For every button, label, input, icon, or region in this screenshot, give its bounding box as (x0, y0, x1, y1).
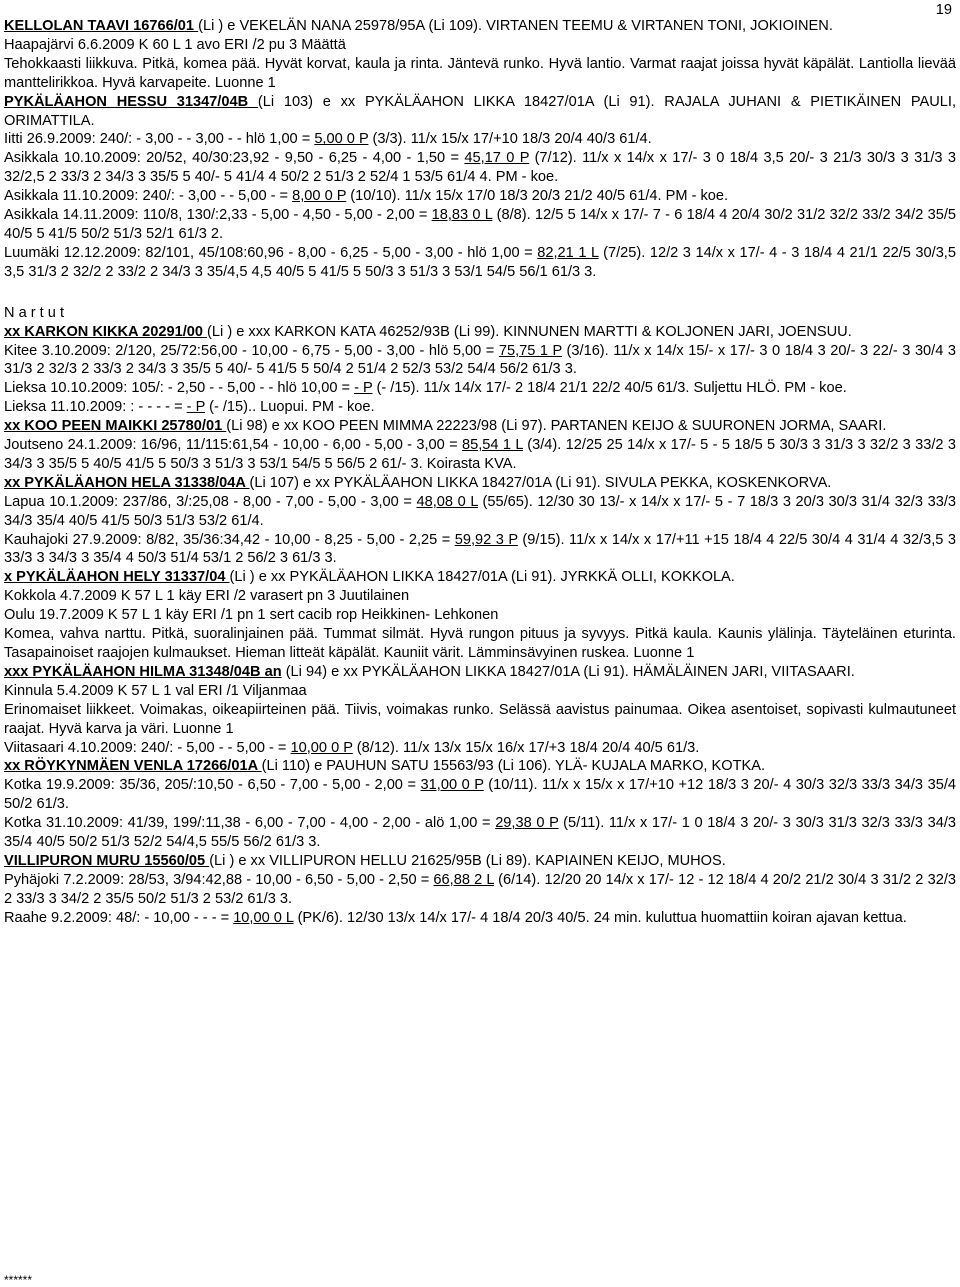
paragraph (4, 871, 956, 909)
score-result: 29,38 0 P (495, 815, 559, 832)
paragraph (4, 304, 956, 323)
text-run: (7/25). 12/2 3 14/x x 17/- 4 - 3 18/4 4 21/1 22/5 30/3,5 3,5 31/3 2 32/2 2 33/2 2 34/3 3 35/4,5 4,5 40/5 5 41/5 5 50/3 3 51/3 3 53/1 54/5 56/1 61/3 3. (4, 244, 956, 280)
dog-name-heading: xx KARKON KIKKA 20291/00 (4, 323, 208, 340)
text-run: Kitee 3.10.2009: 2/120, 25/72:56,00 - 10,00 - 6,75 - 5,00 - 3,00 - hlö 5,00 = (4, 342, 499, 359)
text-run: Komea, vahva narttu. Pitkä, suoralinjainen pää. Tummat silmät. Hyvä rungon pituus ja syvyys. Pitkä kaula. Kaunis ylälinja. Täyteläinen eturinta. Tasapainoiset raajojen kulmaukset. Hieman litteät käpälät. Kauniit värit. Lämminsävyinen ruskea. Luonne 1 (4, 626, 956, 661)
score-result: 10,00 0 L (233, 909, 294, 926)
dog-name-heading: VILLIPURON MURU 15560/05 (4, 852, 210, 869)
paragraph (4, 682, 956, 701)
text-run: Iitti 26.9.2009: 240/: - 3,00 - - 3,00 - - hlö 1,00 = (4, 131, 315, 148)
paragraph (4, 663, 956, 682)
text-run: (- /15). 11/x 14/x 17/- 2 18/4 21/1 22/2 40/5 61/3. Suljettu HLÖ. PM - koe. (372, 380, 847, 397)
paragraph (4, 587, 956, 606)
paragraph (4, 568, 956, 587)
text-run: Viitasaari 4.10.2009: 240/: - 5,00 - - 5,00 - = (4, 739, 291, 756)
text-run: (5/11). 11/x x 17/- 1 0 18/4 3 20/- 3 30/3 31/3 32/3 33/3 34/3 35/4 40/5 50/2 51/3 52/2 54/4,5 55/5 56/2 61/3 3. (4, 815, 956, 851)
text-run: Erinomaiset liikkeet. Voimakas, oikeapiirteinen pää. Tiivis, voimakas runko. Selässä aavistus painumaa. Oikea asentoiset, sopivasti kulmautuneet raajat. Hyvä karva ja väri. Luonne 1 (4, 701, 956, 737)
paragraph (4, 701, 956, 739)
text-run: Tehokkaasti liikkuva. Pitkä, komea pää. Hyvät korvat, kaula ja rinta. Jäntevä runko. Hyvä lantio. Varmat raajat joissa hyvät käpälät. Lantiolla lievää manttelirikkoa. Hyvä karvapeite. Luonne 1 (4, 55, 956, 91)
text-run: Lieksa 11.10.2009: : - - - - = (4, 399, 187, 416)
score-result: 31,00 0 P (420, 777, 484, 794)
text-run: Kauhajoki 27.9.2009: 8/82, 35/36:34,42 - 10,00 - 8,25 - 5,00 - 2,25 = (4, 531, 455, 548)
dog-name-heading: KELLOLAN TAAVI 16766/01 (4, 18, 199, 34)
text-run: (7/12). 11/x x 14/x x 17/- 3 0 18/4 3,5 20/- 3 21/3 30/3 3 31/3 3 32/2,5 2 33/3 2 34/3 3 35/5 5 40/- 5 41/4 4 50/2 2 51/3 2 52/4 1 53/5 61/4 4. PM - koe. (4, 150, 956, 186)
score-result: 48,08 0 L (416, 493, 478, 510)
text-run: Joutseno 24.1.2009: 16/96, 11/115:61,54 - 10,00 - 6,00 - 5,00 - 3,00 = (4, 437, 462, 454)
text-run: (9/15). 11/x x 14/x x 17/+11 +15 18/4 4 22/5 30/4 4 31/4 4 32/3,5 3 33/3 3 34/3 3 35/4 4 50/3 51/4 53/1 2 56/2 3 61/3 3. (4, 531, 957, 567)
paragraph (4, 93, 956, 131)
paragraph (4, 244, 956, 282)
text-run: (10/10). 11/x 15/x 17/0 18/3 20/3 21/2 40/5 61/4. PM - koe. (346, 188, 729, 205)
paragraph (4, 130, 956, 149)
text-run: Oulu 19.7.2009 K 57 L 1 käy ERI /1 pn 1 sert cacib rop Heikkinen- Lehkonen (4, 607, 499, 624)
text-run: Haapajärvi 6.6.2009 K 60 L 1 avo ERI /2 pu 3 Määttä (4, 36, 346, 53)
paragraph (4, 739, 956, 758)
score-result: 8,00 0 P (292, 188, 347, 205)
text-run: (6/14). 12/20 20 14/x x 17/- 12 - 12 18/4 4 20/2 21/2 30/4 3 31/2 2 32/3 2 33/3 3 34/2 2 35/5 50/2 51/3 2 53/2 61/3 3. (4, 871, 956, 907)
paragraph (4, 417, 956, 436)
paragraph (4, 776, 956, 814)
paragraph (4, 206, 956, 244)
paragraph (4, 36, 956, 55)
paragraph-spacer (4, 282, 956, 304)
text-run: (Li 98) e xx KOO PEEN MIMMA 22223/98 (Li 97). PARTANEN KEIJO & SUURONEN JORMA, SAARI. (226, 418, 887, 435)
text-run: Kotka 31.10.2009: 41/39, 199/:11,38 - 6,00 - 7,00 - 4,00 - 2,00 - alö 1,00 = (4, 815, 496, 832)
text-run: N a r t u t (4, 304, 65, 321)
dog-name-heading: PYKÄLÄAHON HESSU 31347/04B (4, 93, 258, 110)
text-run: Asikkala 10.10.2009: 20/52, 40/30:23,92 - 9,50 - 6,25 - 4,00 - 1,50 = (4, 150, 465, 167)
text-run: (Li ) e xxx KARKON KATA 46252/93B (Li 99). KINNUNEN MARTTI & KOLJONEN JARI, JOENSUU. (207, 323, 852, 340)
score-result: 5,00 0 P (314, 131, 369, 148)
text-run: (3/3). 11/x 15/x 17/+10 18/3 20/4 40/3 61/4. (368, 131, 652, 148)
score-result: - P (354, 380, 373, 397)
paragraph (4, 149, 956, 187)
paragraph (4, 187, 956, 206)
text-run: Kokkola 4.7.2009 K 57 L 1 käy ERI /2 varasert pn 3 Juutilainen (4, 588, 410, 605)
text-run: Lieksa 10.10.2009: 105/: - 2,50 - - 5,00 - - hlö 10,00 = (4, 380, 355, 397)
text-run: (- /15).. Luopui. PM - koe. (205, 399, 375, 416)
paragraph (4, 493, 956, 531)
text-run: (8/8). 12/5 5 14/x x 17/- 7 - 6 18/4 4 20/4 30/2 31/2 32/2 33/2 34/2 35/5 40/5 5 41/5 50/2 51/3 52/1 61/3 2. (4, 207, 956, 242)
text-run: Pyhäjoki 7.2.2009: 28/53, 3/94:42,88 - 10,00 - 6,50 - 5,00 - 2,50 = (4, 871, 434, 888)
text-run: (PK/6). 12/30 13/x 14/x 17/- 4 18/4 20/3 40/5. 24 min. kuluttua huomattiin koiran ajavan kettua. (293, 909, 907, 926)
paragraph (4, 436, 956, 474)
score-result: 45,17 0 P (464, 150, 530, 167)
score-result: - P (186, 399, 206, 416)
dog-name-heading: xx KOO PEEN MAIKKI 25780/01 (4, 418, 227, 435)
footer-asterisks: ****** (4, 1273, 33, 1287)
text-run: (Li 107) e xx PYKÄLÄAHON LIKKA 18427/01A (Li 91). SIVULA PEKKA, KOSKENKORVA. (249, 474, 832, 491)
score-result: 18,83 0 L (431, 207, 493, 224)
dog-name-heading: x PYKÄLÄAHON HELY 31337/04 (4, 569, 230, 586)
text-run: (55/65). 12/30 30 13/- x 14/x x 17/- 5 - 7 18/3 3 20/3 30/3 31/4 32/3 33/3 34/3 35/4 40/5 41/5 50/3 51/3 53/2 61/4. (4, 493, 956, 529)
paragraph (4, 625, 956, 663)
paragraph (4, 17, 956, 36)
score-result: 10,00 0 P (290, 739, 353, 756)
text-run: Luumäki 12.12.2009: 82/101, 45/108:60,96 - 8,00 - 6,25 - 5,00 - 3,00 - hlö 1,00 = (4, 244, 538, 261)
text-run: Kinnula 5.4.2009 K 57 L 1 val ERI /1 Viljanmaa (4, 682, 307, 699)
score-result: 85,54 1 L (462, 437, 523, 454)
dog-name-heading: xx RÖYKYNMÄEN VENLA 17266/01A (4, 758, 262, 775)
text-run: Raahe 9.2.2009: 48/: - 10,00 - - - = (4, 909, 234, 926)
text-run: (10/11). 11/x x 15/x x 17/+10 +12 18/3 3 20/- 4 30/3 32/3 33/3 34/3 35/4 50/2 61/3. (4, 777, 956, 813)
text-run: (8/12). 11/x 13/x 15/x 16/x 17/+3 18/4 20/4 40/5 61/3. (352, 739, 700, 756)
score-result: 59,92 3 P (454, 531, 518, 548)
text-run: (Li ) e xx VILLIPURON HELLU 21625/95B (Li 89). KAPIAINEN KEIJO, MUHOS. (209, 852, 726, 869)
paragraph (4, 323, 956, 342)
paragraph (4, 909, 956, 928)
text-run: (3/4). 12/25 25 14/x x 17/- 5 - 5 18/5 5 30/3 3 31/3 3 32/2 3 33/2 3 34/3 3 35/5 5 40/5 41/5 5 50/3 3 51/3 3 53/1 54/5 5 56/5 2 61/- 3. Koirasta KVA. (4, 437, 956, 472)
score-result: 75,75 1 P (498, 342, 563, 359)
text-run: (Li 103) e xx PYKÄLÄAHON LIKKA 18427/01A (Li 91). RAJALA JUHANI & PIETIKÄINEN PAULI, ORIMATTILA. (4, 93, 956, 129)
text-run: (3/16). 11/x x 14/x 15/- x 17/- 3 0 18/4 3 20/- 3 22/- 3 30/4 3 31/3 2 32/3 2 33/3 2 34/3 3 35/5 5 40/- 5 41/5 5 50/4 2 51/4 2 52/3 53/2 54/4 56/2 61/3 3. (4, 342, 956, 378)
text-run: (Li 94) e xx PYKÄLÄAHON LIKKA 18427/01A (Li 91). HÄMÄLÄINEN JARI, VIITASAARI. (281, 663, 855, 680)
paragraph (4, 852, 956, 871)
document-body (4, 17, 956, 928)
text-run: (Li ) e xx PYKÄLÄAHON LIKKA 18427/01A (Li 91). JYRKKÄ OLLI, KOKKOLA. (229, 569, 735, 586)
paragraph (4, 55, 956, 93)
paragraph (4, 814, 956, 852)
text-run: Kotka 19.9.2009: 35/36, 205/:10,50 - 6,50 - 7,00 - 5,00 - 2,00 = (4, 777, 421, 794)
paragraph (4, 531, 956, 569)
text-run: Asikkala 14.11.2009: 110/8, 130/:2,33 - 5,00 - 4,50 - 5,00 - 2,00 = (4, 207, 432, 224)
text-run: (Li ) e VEKELÄN NANA 25978/95A (Li 109). VIRTANEN TEEMU & VIRTANEN TONI, JOKIOINEN. (198, 18, 833, 34)
paragraph (4, 757, 956, 776)
page-number: 19 (935, 2, 952, 18)
paragraph (4, 342, 956, 380)
text-run: (Li 110) e PAUHUN SATU 15563/93 (Li 106). YLÄ- KUJALA MARKO, KOTKA. (261, 758, 766, 775)
paragraph (4, 474, 956, 493)
paragraph (4, 606, 956, 625)
score-result: 66,88 2 L (433, 871, 494, 888)
paragraph (4, 379, 956, 398)
dog-name-heading: xx PYKÄLÄAHON HELA 31338/04A (4, 474, 250, 491)
text-run: Asikkala 11.10.2009: 240/: - 3,00 - - 5,00 - = (4, 188, 293, 205)
paragraph (4, 398, 956, 417)
text-run: Lapua 10.1.2009: 237/86, 3/:25,08 - 8,00 - 7,00 - 5,00 - 3,00 = (4, 493, 417, 510)
score-result: 82,21 1 L (537, 244, 599, 261)
dog-name-heading: xxx PYKÄLÄAHON HILMA 31348/04B an (4, 663, 282, 680)
